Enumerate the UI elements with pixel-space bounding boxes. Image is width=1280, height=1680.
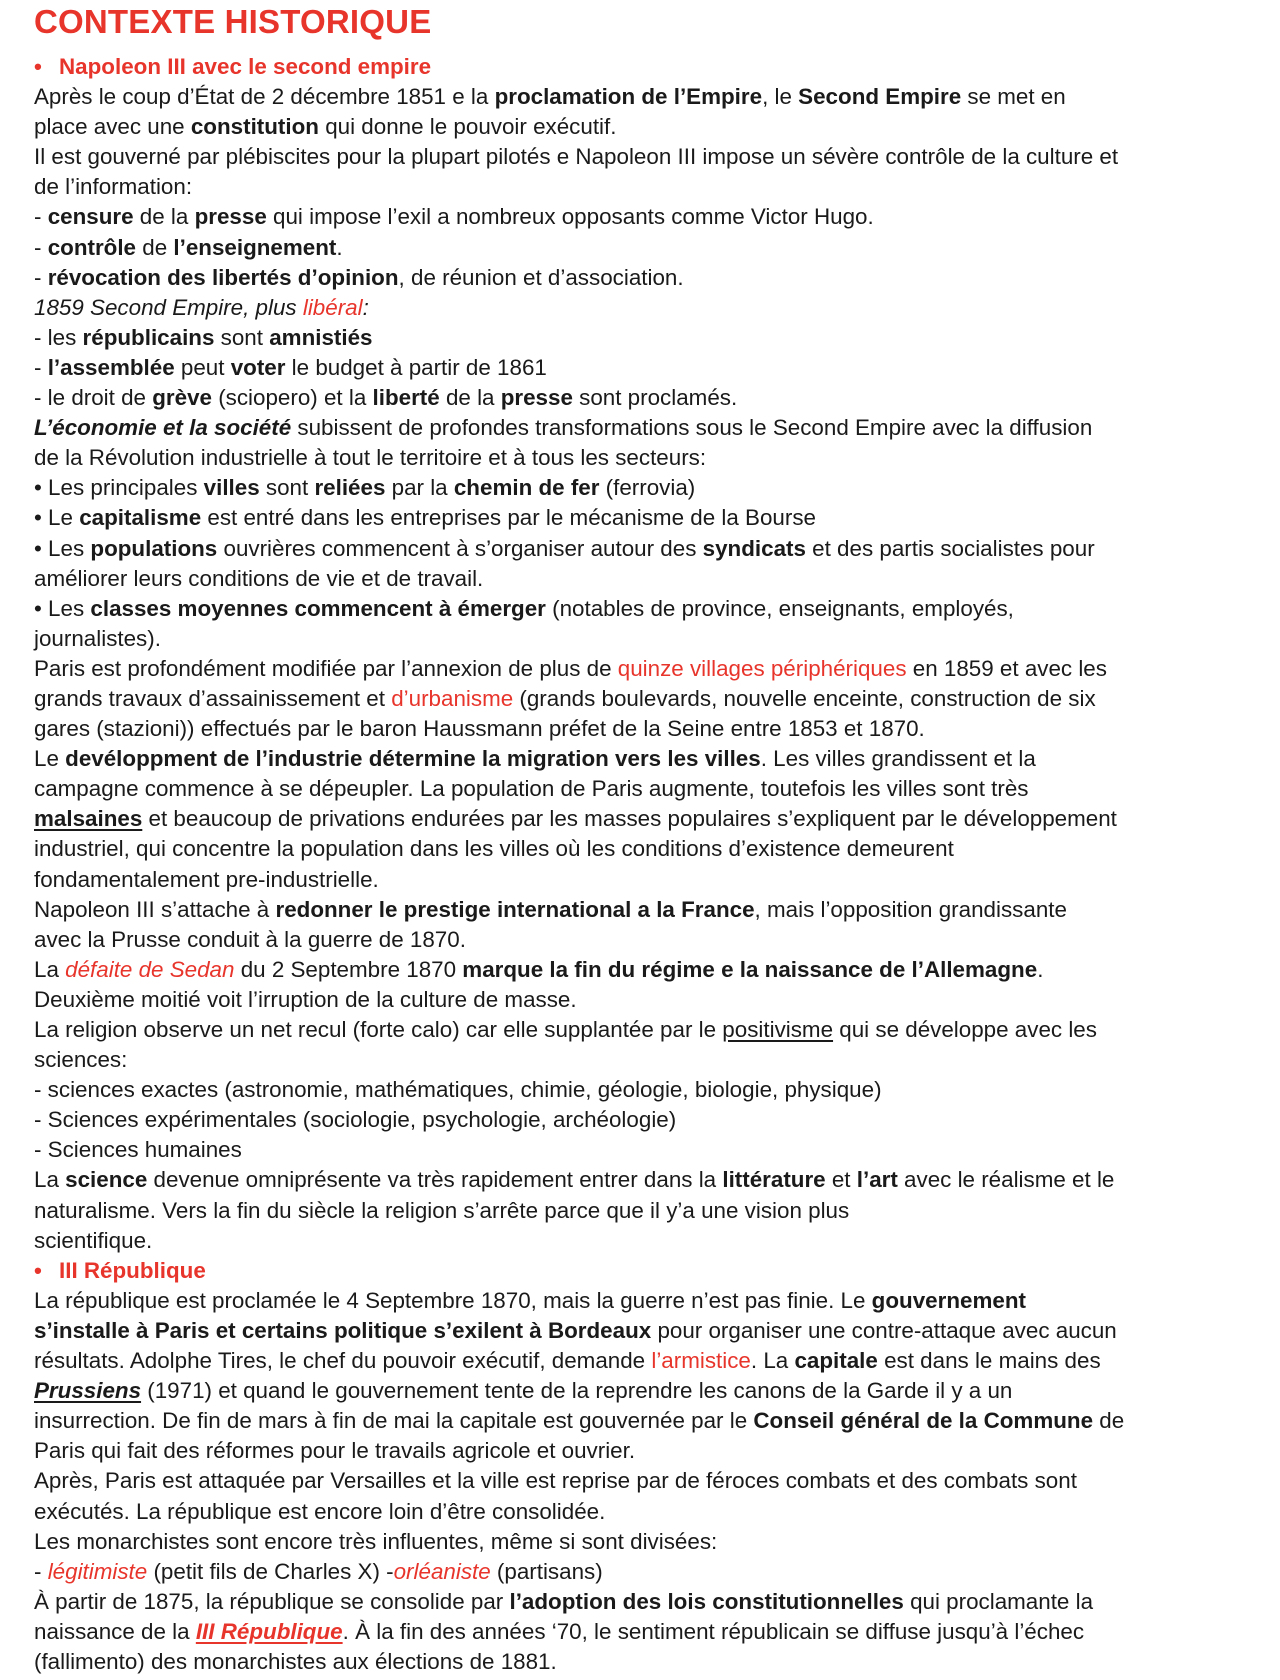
text-segment: de l’information:	[34, 174, 193, 200]
text-line	[34, 1286, 1260, 1316]
text-line	[34, 1406, 1260, 1436]
text-segment: classes moyennes commencent à émerger	[90, 595, 546, 621]
text-segment: Le	[34, 746, 66, 772]
text-segment: Second Empire	[798, 84, 962, 110]
text-segment: orléaniste	[393, 1558, 491, 1584]
text-segment: sont proclamés.	[572, 385, 738, 411]
text-segment: résultats. Adolphe Tires, le chef du pouvoir exécutif, demande	[34, 1348, 652, 1374]
text-segment: de	[1093, 1408, 1125, 1434]
text-segment: , de réunion et d’association.	[398, 264, 684, 290]
text-line	[34, 1015, 1260, 1045]
text-segment: - Sciences humaines	[34, 1137, 242, 1163]
text-segment: La religion observe un net recul (forte calo) car elle supplantée par le	[34, 1017, 723, 1042]
text-segment: gouvernement	[871, 1287, 1026, 1313]
text-segment: (petit fils de Charles X) -	[147, 1558, 394, 1584]
text-line	[34, 473, 1260, 503]
text-segment: Napoleon III s’attache à	[34, 896, 276, 922]
section-heading-text: III République	[59, 1257, 206, 1283]
text-segment: gares (stazioni)) effectués par le baron Haussmann préfet de la Seine entre 1853 et 1870.	[34, 716, 925, 742]
text-segment: sont	[259, 475, 315, 501]
text-line	[34, 834, 1260, 864]
text-segment: Les monarchistes sont encore très influentes, même si sont divisées:	[34, 1528, 718, 1554]
text-segment: l’armistice	[651, 1348, 751, 1374]
text-line	[34, 654, 1260, 684]
text-segment: place avec une	[34, 114, 191, 140]
text-segment: pour organiser une contre-attaque avec aucun	[651, 1317, 1117, 1343]
text-line	[34, 624, 1260, 654]
text-line	[34, 202, 1260, 232]
text-segment: reliées	[314, 475, 386, 501]
text-segment: - les	[34, 324, 83, 350]
text-line	[34, 925, 1260, 955]
page-title: CONTEXTE HISTORIQUE	[34, 3, 432, 40]
text-segment: de la	[133, 204, 195, 230]
text-segment: marque la fin du régime e la naissance de l’Allemagne	[462, 956, 1038, 982]
text-segment: devenue omniprésente va très rapidement entrer dans la	[147, 1167, 723, 1193]
text-segment: sont	[214, 324, 270, 350]
text-segment: . La	[750, 1348, 795, 1374]
text-segment: le budget à partir de 1861	[285, 354, 547, 380]
text-segment: - sciences exactes (astronomie, mathématiques, chimie, géologie, biologie, physique)	[34, 1077, 882, 1103]
text-line	[34, 1527, 1260, 1557]
text-segment: voter	[230, 354, 286, 380]
text-segment: malsaines	[34, 806, 143, 832]
text-segment: défaite de Sedan	[65, 956, 235, 982]
text-segment: industriel, qui concentre la population dans les villes où les conditions d’existence demeurent	[34, 836, 954, 862]
text-segment: (grands boulevards, nouvelle enceinte, construction de six	[513, 685, 1096, 711]
text-line	[34, 684, 1260, 714]
text-line	[34, 955, 1260, 985]
text-line	[34, 1617, 1260, 1647]
text-segment: d’urbanisme	[391, 685, 514, 711]
text-line	[34, 895, 1260, 925]
text-segment: l’art	[856, 1167, 898, 1193]
text-segment: avec la Prusse conduit à la guerre de 1870.	[34, 926, 466, 952]
text-line	[34, 1436, 1260, 1466]
section-heading-text: Napoleon III avec le second empire	[59, 54, 432, 79]
text-line	[34, 774, 1260, 804]
text-segment: du 2 Septembre 1870	[234, 956, 463, 982]
text-segment: grève	[152, 385, 212, 411]
text-line	[34, 1346, 1260, 1376]
text-segment: de	[136, 234, 174, 260]
text-segment: . Les villes grandissent et la	[760, 746, 1036, 772]
text-line	[34, 503, 1260, 533]
text-segment: • Les principales	[34, 475, 204, 501]
text-line	[34, 1376, 1260, 1406]
text-line	[34, 1196, 1260, 1226]
text-segment: exécutés. La république est encore loin d’être consolidée.	[34, 1498, 606, 1524]
text-segment: est entré dans les entreprises par le mécanisme de la Bourse	[201, 505, 816, 531]
text-line	[34, 744, 1260, 774]
text-segment: se met en	[961, 84, 1066, 110]
text-segment: (sciopero) et la	[211, 385, 373, 411]
text-segment: (partisans)	[490, 1558, 603, 1584]
text-segment: Après, Paris est attaquée par Versailles et la ville est reprise par de féroces combats et des combats sont	[34, 1468, 1077, 1494]
text-line	[34, 1587, 1260, 1617]
text-segment: naturalisme. Vers la fin du siècle la religion s’arrête parce que il y’a une vision plus	[34, 1197, 850, 1223]
text-segment: La	[34, 1167, 66, 1193]
text-line	[34, 1466, 1260, 1496]
text-segment: campagne commence à se dépeupler. La population de Paris augmente, toutefois les villes sont très	[34, 776, 1029, 802]
text-line	[34, 1497, 1260, 1527]
text-segment: quinze villages périphériques	[617, 655, 907, 681]
text-segment: populations	[90, 535, 218, 561]
text-line	[34, 594, 1260, 624]
text-segment: - le droit de	[34, 385, 153, 411]
text-segment: améliorer leurs conditions de vie et de travail.	[34, 565, 484, 591]
text-segment: capitale	[794, 1348, 878, 1374]
text-segment: Après le coup d’État de 2 décembre 1851 e la	[34, 84, 495, 110]
text-segment: Conseil général de la Commune	[753, 1408, 1094, 1434]
text-line	[34, 865, 1260, 895]
text-segment: insurrection. De fin de mars à fin de mai la capitale est gouvernée par le	[34, 1408, 754, 1434]
text-segment: avec le réalisme et le	[897, 1167, 1115, 1193]
text-line	[34, 82, 1260, 112]
text-segment: (notables de province, enseignants, employés,	[545, 595, 1014, 621]
text-segment: redonner le prestige international a la France	[275, 896, 755, 922]
text-line	[34, 1075, 1260, 1105]
sections-container	[34, 52, 1260, 1677]
text-line	[34, 413, 1260, 443]
text-segment: À partir de 1875, la république se consolide par	[34, 1588, 510, 1614]
text-segment: La	[34, 956, 66, 982]
text-segment: -	[34, 234, 48, 260]
text-segment: littérature	[722, 1167, 826, 1193]
text-segment: ouvrières commencent à s’organiser autour des	[217, 535, 703, 561]
text-segment: l’enseignement	[173, 234, 337, 260]
text-segment: de la Révolution industrielle à tout le territoire et à tous les secteurs:	[34, 445, 707, 471]
section-heading	[34, 52, 1260, 82]
text-line	[34, 985, 1260, 1015]
text-segment: contrôle	[47, 234, 137, 260]
text-segment: 1859 Second Empire, plus	[34, 294, 303, 320]
text-line	[34, 172, 1260, 202]
text-line	[34, 804, 1260, 834]
text-segment: • Les	[34, 595, 91, 621]
text-segment: • Les	[34, 535, 91, 561]
text-segment: Deuxième moitié voit l’irruption de la culture de masse.	[34, 986, 577, 1012]
text-segment: républicains	[82, 324, 215, 350]
text-segment: , mais l’opposition grandissante	[754, 896, 1067, 922]
text-segment: l’adoption des lois constitutionnelles	[509, 1588, 904, 1614]
text-segment: et des partis socialistes pour	[805, 535, 1095, 561]
text-segment: capitalisme	[79, 505, 202, 531]
text-segment: liberté	[372, 385, 440, 411]
text-segment: L’économie et la société	[34, 415, 292, 441]
text-segment: s’installe à Paris et certains politique s’exilent à Bordeaux	[34, 1317, 652, 1343]
text-segment: chemin de fer	[453, 475, 600, 501]
text-line	[34, 142, 1260, 172]
text-segment: , le	[762, 84, 799, 110]
text-segment: (fallimento) des monarchistes aux élections de 1881.	[34, 1648, 557, 1674]
text-line	[34, 1045, 1260, 1075]
bullet-icon: •	[34, 54, 42, 79]
text-segment: La république est proclamée le 4 Septembre 1870, mais la guerre n’est pas finie. Le	[34, 1287, 872, 1313]
text-segment: - Sciences expérimentales (sociologie, psychologie, archéologie)	[34, 1107, 677, 1133]
bullet-icon: •	[34, 1257, 42, 1283]
text-segment: presse	[500, 385, 573, 411]
text-segment: de la	[439, 385, 501, 411]
text-segment: :	[362, 294, 369, 320]
text-line	[34, 1165, 1260, 1195]
text-segment: subissent de profondes transformations sous le Second Empire avec la diffusion	[291, 415, 1093, 441]
text-segment: grands travaux d’assainissement et	[34, 685, 392, 711]
text-segment: qui impose l’exil a nombreux opposants comme Victor Hugo.	[266, 204, 874, 230]
text-segment: • Le	[34, 505, 80, 531]
text-segment: naissance de la	[34, 1618, 196, 1644]
text-segment: Prussiens	[34, 1378, 142, 1404]
text-line	[34, 443, 1260, 473]
text-segment: et	[825, 1167, 857, 1193]
text-line	[34, 233, 1260, 263]
text-segment: Paris qui fait des réformes pour le travails agricole et ouvrier.	[34, 1438, 636, 1464]
text-segment: et beaucoup de privations endurées par les masses populaires s’expliquent par le développement	[142, 806, 1117, 832]
text-segment: (ferrovia)	[599, 475, 696, 501]
text-line	[34, 1647, 1260, 1677]
text-segment: légitimiste	[47, 1558, 148, 1584]
text-segment: positivisme	[722, 1017, 834, 1042]
text-segment: villes	[203, 475, 260, 501]
text-segment: est dans le mains des	[877, 1348, 1101, 1374]
text-line	[34, 1226, 1260, 1256]
text-segment: -	[34, 264, 48, 290]
text-segment: (1971) et quand le gouvernement tente de la reprendre les canons de la Garde il y a un	[141, 1378, 1013, 1404]
text-segment: syndicats	[702, 535, 806, 561]
text-segment: par la	[385, 475, 454, 501]
text-segment: journalistes).	[34, 625, 161, 651]
text-segment: sciences:	[34, 1047, 128, 1073]
text-segment: .	[1037, 956, 1044, 982]
text-segment: . À la fin des années ‘70, le sentiment républicain se diffuse jusqu’à l’échec	[342, 1618, 1085, 1644]
text-segment: Il est gouverné par plébiscites pour la plupart pilotés e Napoleon III impose un sévère contrôle de la culture et	[34, 144, 1119, 170]
text-segment: fondamentalement pre-industrielle.	[34, 866, 379, 892]
text-line	[34, 383, 1260, 413]
text-segment: l’assemblée	[47, 354, 175, 380]
text-segment: devéloppment de l’industrie détermine la migration vers les villes	[65, 746, 761, 772]
text-line	[34, 564, 1260, 594]
text-segment: libéral	[302, 294, 363, 320]
text-line	[34, 112, 1260, 142]
text-line	[34, 1316, 1260, 1346]
text-line	[34, 323, 1260, 353]
text-line	[34, 263, 1260, 293]
text-segment: Paris est profondément modifiée par l’annexion de plus de	[34, 655, 618, 681]
text-line	[34, 1135, 1260, 1165]
text-segment: peut	[174, 354, 231, 380]
text-line	[34, 1557, 1260, 1587]
text-segment: proclamation de l’Empire	[494, 84, 763, 110]
text-segment: qui donne le pouvoir exécutif.	[318, 114, 617, 140]
text-segment: -	[34, 204, 48, 230]
text-segment: qui se développe avec les	[833, 1017, 1097, 1042]
text-line	[34, 714, 1260, 744]
text-line	[34, 353, 1260, 383]
text-segment: qui proclamante la	[903, 1588, 1094, 1614]
text-line	[34, 534, 1260, 564]
text-line	[34, 1105, 1260, 1135]
text-segment: scientifique.	[34, 1227, 153, 1253]
text-segment: III République	[195, 1618, 343, 1644]
text-segment: science	[65, 1167, 148, 1193]
text-segment: censure	[47, 204, 134, 230]
text-segment: -	[34, 354, 48, 380]
text-segment: presse	[194, 204, 267, 230]
text-segment: amnistiés	[269, 324, 373, 350]
text-segment: révocation des libertés d’opinion	[47, 264, 399, 290]
text-line	[34, 293, 1260, 323]
text-segment: .	[336, 234, 343, 260]
text-segment: constitution	[190, 114, 319, 140]
text-segment: -	[34, 1558, 48, 1584]
text-segment: en 1859 et avec les	[906, 655, 1107, 681]
section-heading	[34, 1256, 1260, 1286]
